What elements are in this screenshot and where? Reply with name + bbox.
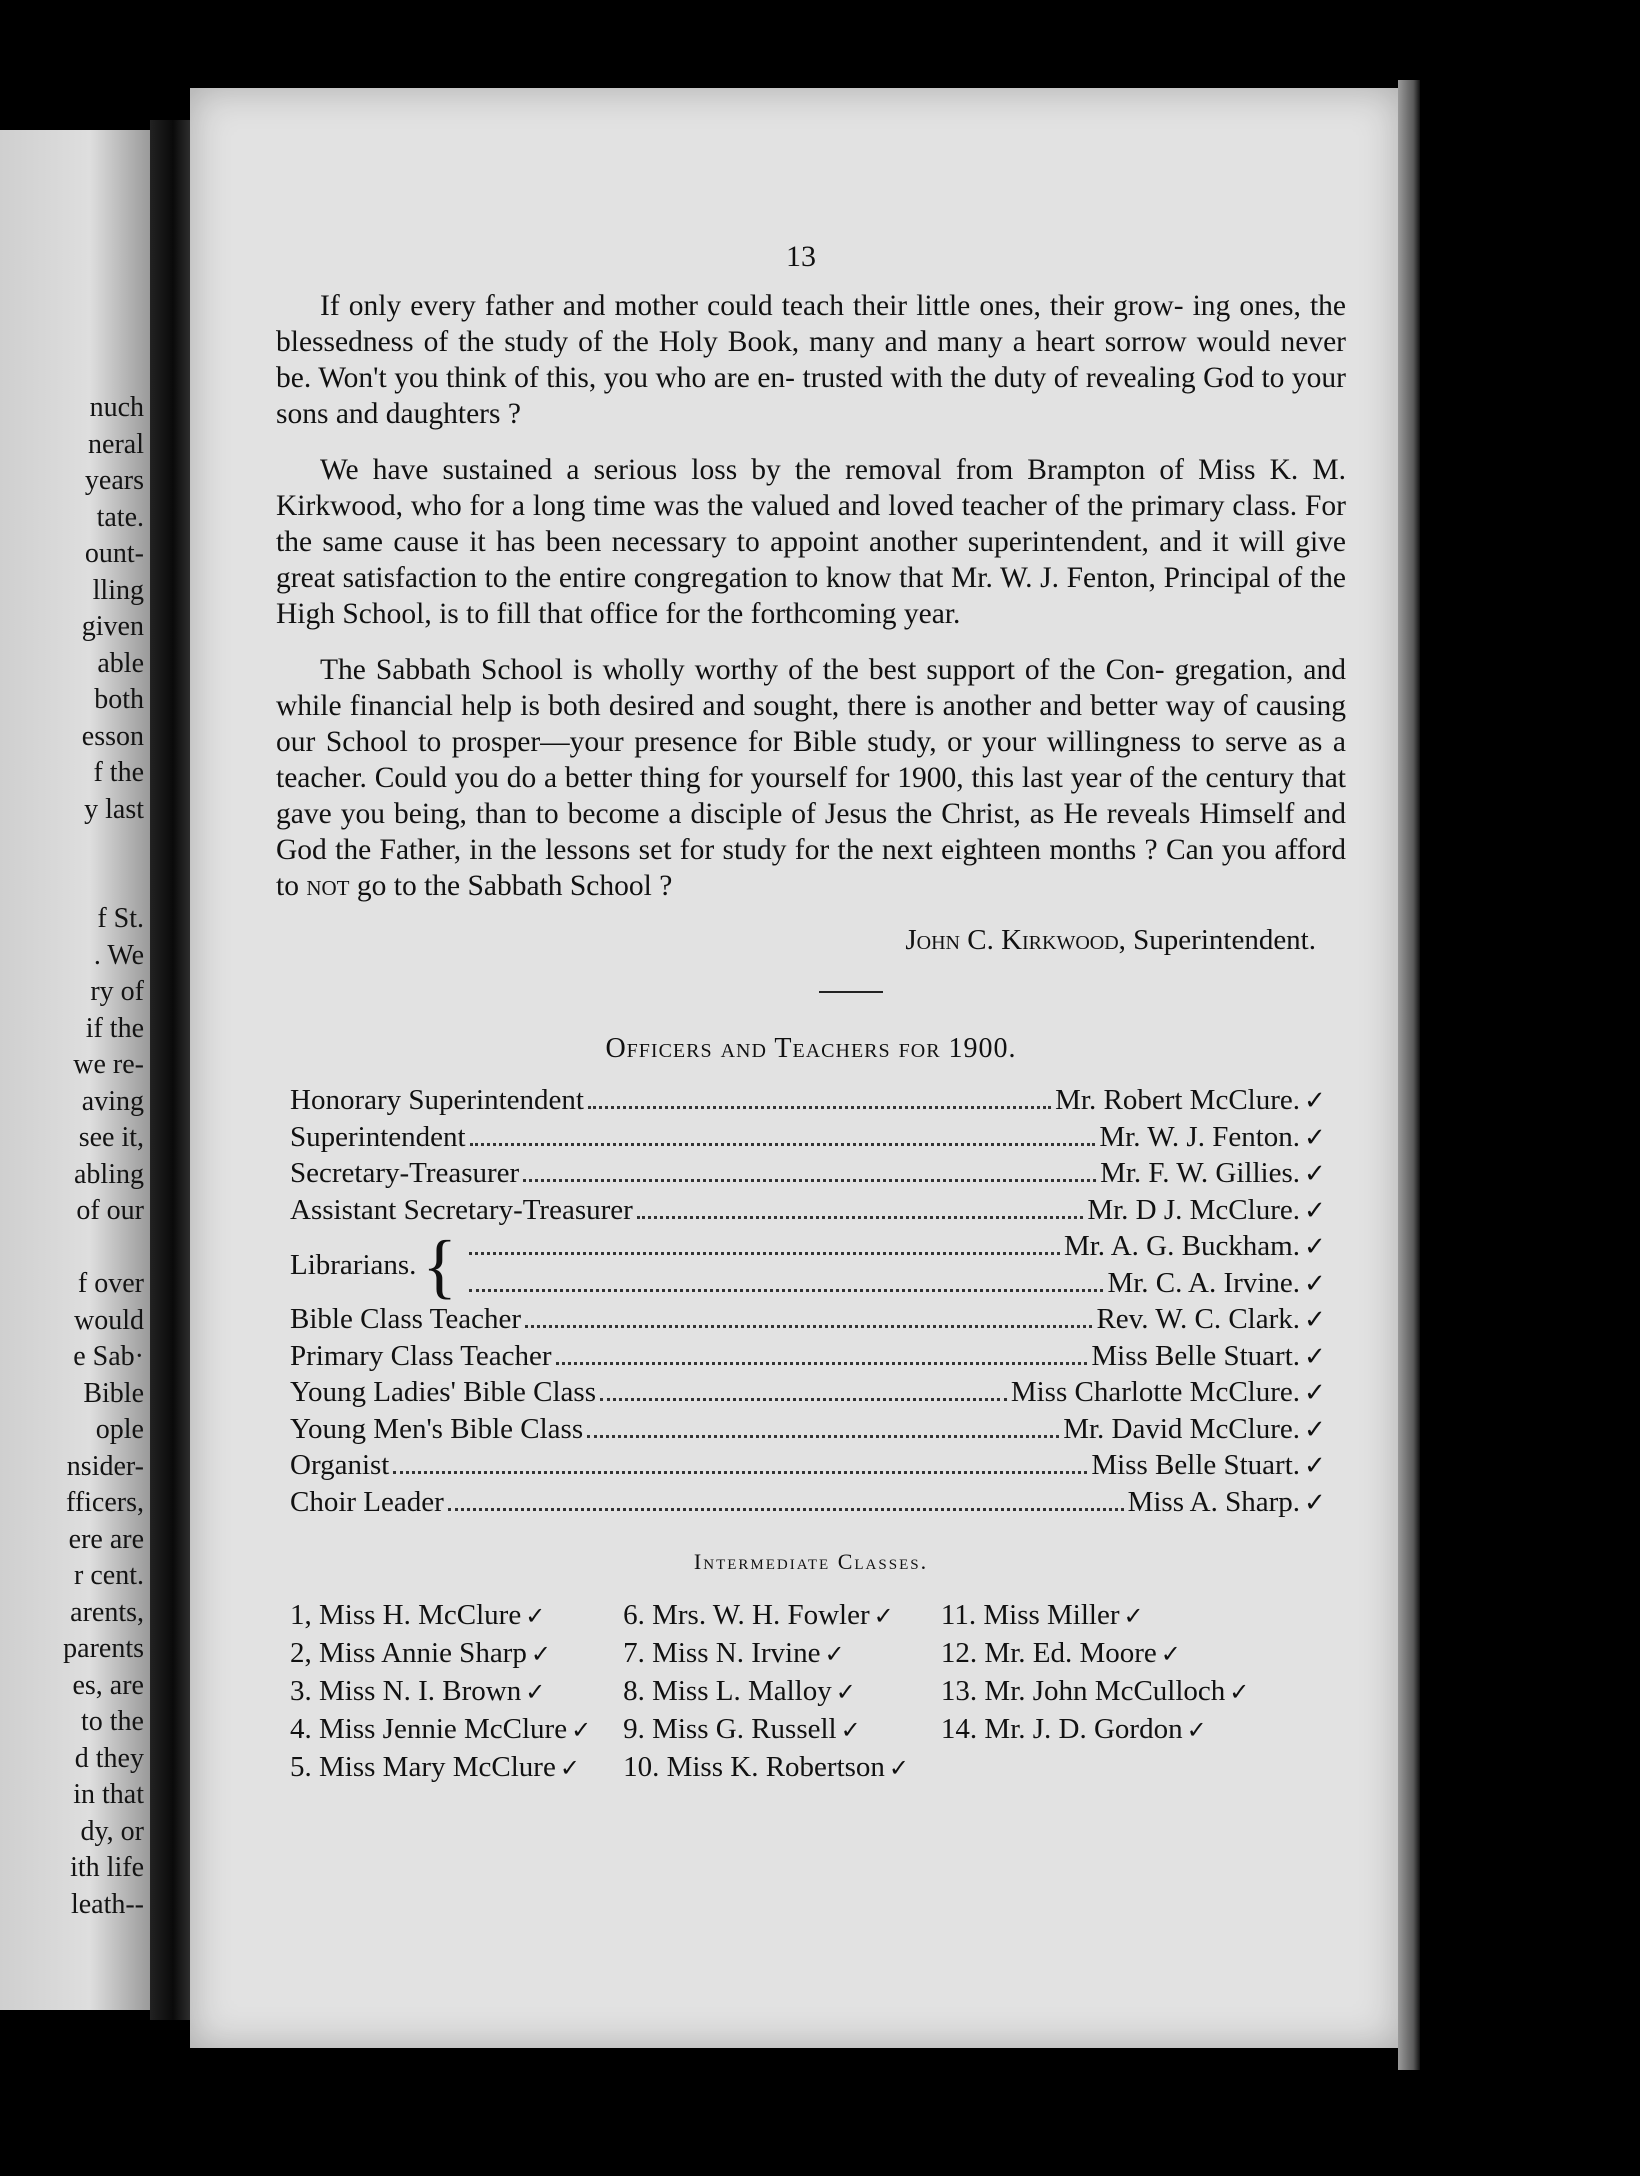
left-page-line: leath--: [70, 1888, 144, 1920]
left-page-line: [4, 1230, 144, 1267]
left-page-line: arents,: [70, 1596, 144, 1628]
officer-name: Mr. C. A. Irvine.: [1107, 1266, 1300, 1299]
dot-leader: [556, 1362, 1088, 1365]
officer-row: [290, 1448, 1326, 1485]
dot-leader: [523, 1179, 1096, 1182]
check-mark-icon: ✓: [1304, 1159, 1326, 1189]
officer-name: Mr. A. G. Buckham.: [1063, 1230, 1300, 1262]
officer-row: [290, 1083, 1326, 1120]
officer-role: Bible Class Teacher: [290, 1303, 521, 1335]
check-mark-icon: ✓: [571, 1716, 592, 1744]
officer-row: [290, 1193, 1326, 1230]
officer-name: Mr. F. W. Gillies.: [1100, 1157, 1300, 1189]
left-page-line: r cent.: [74, 1560, 144, 1591]
left-page-line: d they: [74, 1742, 144, 1774]
officers-title: Officers and Teachers for 1900.: [605, 1033, 1017, 1064]
officer-role: Primary Class Teacher: [290, 1339, 552, 1372]
class-entry: [941, 1673, 1251, 1711]
class-name: 5. Miss Mary McClure: [290, 1751, 556, 1783]
left-page-line: parents: [63, 1633, 144, 1664]
officer-name: Mr. David McClure.: [1063, 1412, 1300, 1445]
class-name: 3. Miss N. I. Brown: [290, 1675, 522, 1707]
left-page: [0, 130, 150, 2010]
page-edge: [1398, 80, 1420, 2070]
left-page-line: see it,: [78, 1122, 144, 1153]
class-entry: [623, 1749, 911, 1787]
paragraph-2: We have sustained a serious loss by the removal from Brampton of Miss K. M. Kirkwood, who for a long time was the valued and loved teacher of the primary class. For the same cause it has been necessary to appoint another superintendent, and it will give great satisfaction to the entire congregation to know that Mr. W. J. Fenton, Principal of the High School, is to fill that office for the forthcoming year.: [276, 454, 1346, 630]
check-mark-icon: ✓: [530, 1640, 551, 1668]
officer-row: [290, 1156, 1326, 1193]
check-mark-icon: ✓: [525, 1678, 546, 1706]
check-mark-icon: ✓: [559, 1754, 580, 1782]
left-page-line: to the: [81, 1706, 144, 1737]
class-entry: [941, 1711, 1251, 1749]
class-name: 10. Miss K. Robertson: [623, 1751, 885, 1783]
intermediate-classes-title: Intermediate Classes.: [693, 1549, 929, 1574]
class-name: 2, Miss Annie Sharp: [290, 1637, 527, 1669]
left-page-line: both: [94, 684, 144, 715]
officer-row: [290, 1120, 1326, 1157]
officer-name: Mr. D J. McClure.: [1087, 1193, 1300, 1226]
left-page-line: ount-: [84, 538, 144, 569]
paragraph-3: The Sabbath School is wholly worthy of the best support of the Con- gregation, and while financial help is both desired and sought, there is another and better way of causing our School to prosper—your presence for Bible study, or your willingness to serve as a teacher. Could you do a better thing for yourself for 1900, this last year of the century that gave you being, than to become a disciple of Jesus the Christ, as He reveals Himself and God the Father, in the lessons set for study for the next eighteen months ? Can you afford to not go to the Sabbath School ?: [276, 654, 1346, 902]
dot-leader: [448, 1508, 1124, 1511]
dot-leader: [588, 1106, 1051, 1109]
left-page-line: able: [97, 647, 144, 679]
left-page-line: [4, 828, 144, 865]
dot-leader: [587, 1435, 1059, 1438]
class-entry: [290, 1673, 593, 1711]
librarians-label: Librarians.: [290, 1249, 417, 1281]
check-mark-icon: ✓: [1304, 1086, 1326, 1116]
left-page-line: [4, 865, 144, 902]
officer-row: [465, 1266, 1326, 1303]
officer-role: Choir Leader: [290, 1485, 444, 1518]
check-mark-icon: ✓: [873, 1602, 894, 1630]
left-page-line: esson: [81, 720, 144, 752]
check-mark-icon: ✓: [1304, 1305, 1326, 1335]
paragraph-1: If only every father and mother could teach their little ones, their grow- ing ones, the blessedness of the study of the Holy Book, many and many a heart sorrow would never be. Won't you think of this, you who are en- trusted with the duty of revealing God to your sons and daughters ?: [276, 290, 1346, 430]
class-name: 11. Miss Miller: [940, 1599, 1120, 1631]
section-divider: [819, 991, 883, 993]
class-entry: [290, 1597, 593, 1635]
class-entry: [941, 1635, 1251, 1673]
officer-role: Organist: [290, 1449, 390, 1481]
officer-row: [290, 1339, 1326, 1376]
left-page-line: ere are: [68, 1523, 144, 1555]
check-mark-icon: ✓: [1304, 1414, 1326, 1445]
officer-role: Young Ladies' Bible Class: [290, 1376, 596, 1408]
dot-leader: [470, 1143, 1096, 1146]
intermediate-classes: [290, 1597, 1346, 1787]
check-mark-icon: ✓: [1123, 1602, 1144, 1630]
dot-leader: [637, 1216, 1084, 1219]
dot-leader: [469, 1289, 1103, 1292]
officer-row: [290, 1375, 1326, 1412]
left-page-line: . We: [93, 939, 144, 971]
classes-column-2: [623, 1597, 911, 1787]
class-entry: [623, 1711, 911, 1749]
officer-row: [290, 1302, 1326, 1339]
librarians-block: [290, 1225, 1326, 1306]
class-name: 7. Miss N. Irvine: [623, 1637, 821, 1669]
officer-name: Rev. W. C. Clark.: [1096, 1303, 1300, 1335]
left-page-line: tate.: [96, 501, 144, 533]
left-page-line: fficers,: [66, 1487, 144, 1518]
officer-name: Miss A. Sharp.: [1127, 1485, 1300, 1518]
signature: [276, 924, 1316, 957]
officer-row: [290, 1485, 1326, 1522]
officer-row: [290, 1412, 1326, 1449]
officer-name: Mr. Robert McClure.: [1055, 1084, 1300, 1116]
dot-leader: [393, 1471, 1087, 1474]
check-mark-icon: ✓: [824, 1640, 845, 1668]
class-entry: [290, 1749, 593, 1787]
left-page-line: dy, or: [80, 1815, 144, 1847]
check-mark-icon: ✓: [525, 1602, 546, 1630]
left-page-line: neral: [88, 428, 144, 460]
officer-role: Superintendent: [290, 1120, 466, 1153]
class-name: 13. Mr. John McCulloch: [940, 1675, 1226, 1707]
class-name: 6. Mrs. W. H. Fowler: [623, 1599, 870, 1631]
officer-name: Miss Belle Stuart.: [1091, 1339, 1300, 1372]
left-page-line: years: [84, 465, 144, 496]
officer-role: Young Men's Bible Class: [290, 1412, 584, 1445]
left-page-line: we re-: [73, 1049, 144, 1080]
check-mark-icon: ✓: [1304, 1232, 1326, 1262]
emphasis-not: not: [306, 870, 350, 902]
check-mark-icon: ✓: [1160, 1640, 1181, 1668]
left-page-line: aving: [81, 1085, 144, 1117]
officer-name: Mr. W. J. Fenton.: [1099, 1120, 1300, 1153]
officer-row: [465, 1229, 1326, 1266]
check-mark-icon: ✓: [1229, 1678, 1250, 1706]
signature-title: Superintendent.: [1125, 924, 1316, 956]
left-page-line: Bible: [83, 1377, 144, 1409]
class-entry: [623, 1673, 911, 1711]
left-page-line: f the: [93, 757, 144, 788]
brace-glyph: {: [422, 1225, 457, 1306]
left-page-line: es, are: [72, 1669, 144, 1701]
left-page-line: nsider-: [66, 1450, 144, 1482]
left-page-line: ry of: [90, 976, 144, 1007]
check-mark-icon: ✓: [1304, 1487, 1326, 1518]
left-page-line: abling: [74, 1158, 144, 1190]
left-page-line: lling: [92, 574, 144, 606]
officer-role: Secretary-Treasurer: [290, 1157, 520, 1189]
left-page-text: [4, 390, 144, 1923]
left-page-line: f over: [77, 1268, 144, 1299]
class-entry: [623, 1597, 911, 1635]
check-mark-icon: ✓: [1304, 1451, 1326, 1481]
dot-leader: [525, 1325, 1092, 1328]
page-content: [276, 240, 1346, 1787]
check-mark-icon: ✓: [1304, 1341, 1326, 1372]
class-entry: [941, 1597, 1251, 1635]
officer-role: Honorary Superintendent: [290, 1084, 584, 1116]
class-name: 12. Mr. Ed. Moore: [940, 1637, 1157, 1669]
left-page-line: f St.: [97, 903, 144, 934]
left-page-line: given: [81, 611, 144, 642]
class-name: 8. Miss L. Malloy: [623, 1675, 832, 1707]
dot-leader: [600, 1398, 1007, 1401]
left-page-line: nuch: [89, 392, 144, 423]
classes-column-1: [290, 1597, 593, 1787]
class-name: 14. Mr. J. D. Gordon: [940, 1713, 1183, 1745]
check-mark-icon: ✓: [835, 1678, 856, 1706]
check-mark-icon: ✓: [1304, 1378, 1326, 1408]
left-page-line: e Sab·: [73, 1341, 144, 1372]
left-page-line: of our: [76, 1195, 144, 1226]
left-page-line: would: [74, 1304, 144, 1336]
left-page-line: in that: [73, 1779, 144, 1810]
left-page-line: ople: [95, 1414, 144, 1445]
class-entry: [623, 1635, 911, 1673]
officers-list: [290, 1083, 1326, 1521]
class-name: 1, Miss H. McClure: [290, 1599, 522, 1631]
check-mark-icon: ✓: [1186, 1716, 1207, 1744]
class-entry: [290, 1635, 593, 1673]
class-entry: [290, 1711, 593, 1749]
officer-name: Miss Charlotte McClure.: [1010, 1376, 1300, 1408]
check-mark-icon: ✓: [888, 1754, 910, 1782]
classes-column-3: [941, 1597, 1251, 1787]
officer-role: Assistant Secretary-Treasurer: [290, 1193, 633, 1226]
class-name: 9. Miss G. Russell: [623, 1713, 837, 1745]
check-mark-icon: ✓: [1304, 1122, 1326, 1153]
class-name: 4. Miss Jennie McClure: [290, 1713, 568, 1745]
left-page-line: if the: [85, 1012, 144, 1044]
left-page-line: y last: [84, 793, 144, 825]
page-number: 13: [786, 240, 816, 273]
check-mark-icon: ✓: [1304, 1195, 1326, 1226]
dot-leader: [469, 1252, 1060, 1255]
left-page-line: ith life: [70, 1852, 144, 1883]
check-mark-icon: ✓: [840, 1716, 861, 1744]
signature-name: John C. Kirkwood,: [905, 924, 1126, 956]
check-mark-icon: ✓: [1304, 1268, 1326, 1299]
officer-name: Miss Belle Stuart.: [1091, 1449, 1300, 1481]
